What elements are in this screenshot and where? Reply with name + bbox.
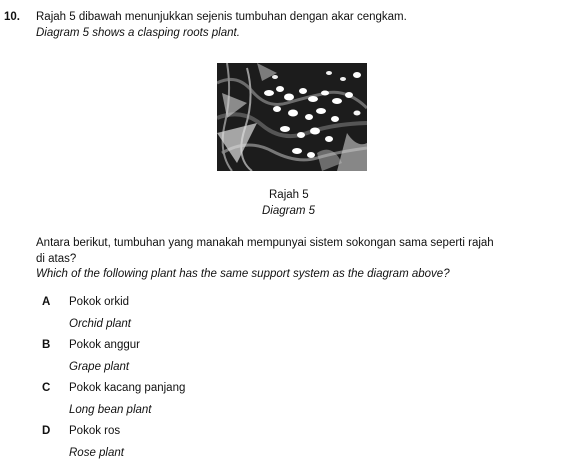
option-a-letter: A <box>42 296 51 308</box>
option-d-text-malay[interactable]: Pokok ros <box>69 425 121 437</box>
figure-caption-english: Diagram 5 <box>262 205 316 217</box>
option-c-text-english: Long bean plant <box>69 404 152 416</box>
figure-caption-malay: Rajah 5 <box>269 189 309 201</box>
option-b-text-malay[interactable]: Pokok anggur <box>69 339 140 351</box>
option-d-letter: D <box>42 425 51 437</box>
option-c-letter: C <box>42 382 51 394</box>
stem-text-english: Which of the following plant has the same support system as the diagram above? <box>36 268 450 280</box>
option-a-text-english: Orchid plant <box>69 318 132 330</box>
option-c-text-malay[interactable]: Pokok kacang panjang <box>69 382 186 394</box>
stem-text-malay-line2: di atas? <box>36 253 77 265</box>
question-text-malay: Rajah 5 dibawah menunjukkan sejenis tumbuhan dengan akar cengkam. <box>36 11 407 23</box>
option-a-text-malay[interactable]: Pokok orkid <box>69 296 130 308</box>
option-b-text-english: Grape plant <box>69 361 130 373</box>
question-text-english: Diagram 5 shows a clasping roots plant. <box>36 27 240 39</box>
clasping-roots-plant-image <box>217 63 367 171</box>
option-d-text-english: Rose plant <box>69 447 124 459</box>
stem-text-malay-line1: Antara berikut, tumbuhan yang manakah mempunyai sistem sokongan sama seperti rajah <box>36 237 494 249</box>
option-b-letter: B <box>42 339 51 351</box>
question-number: 10. <box>4 11 20 23</box>
